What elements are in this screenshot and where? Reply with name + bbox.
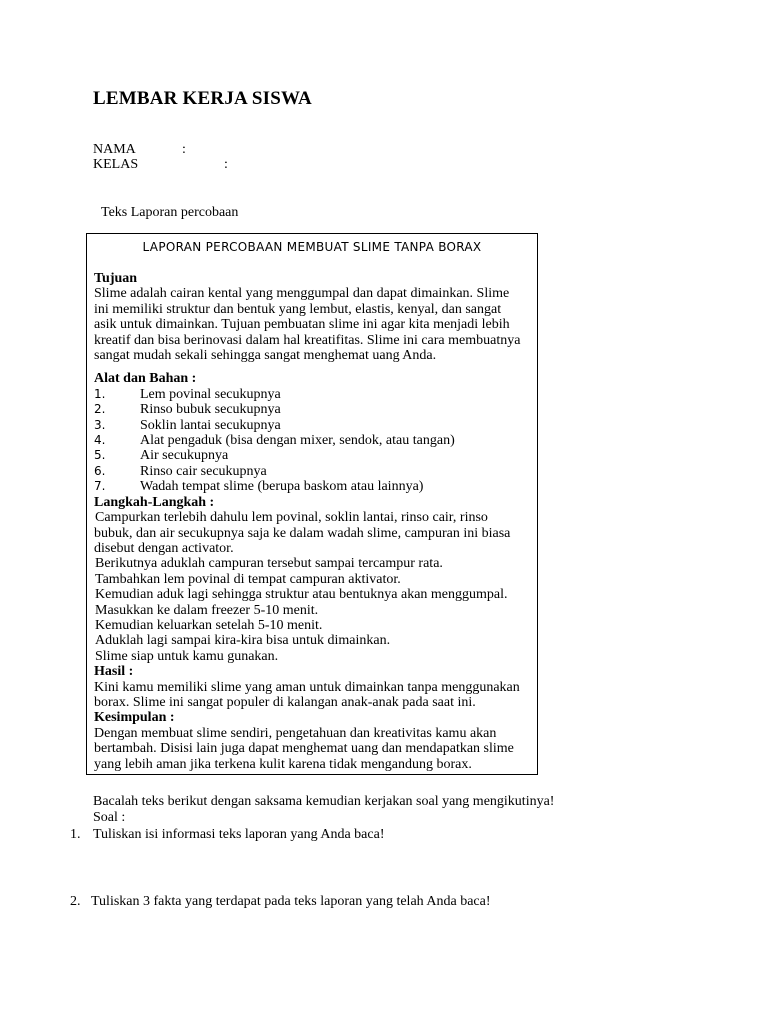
kesimpulan-heading: Kesimpulan :	[94, 710, 175, 726]
list-number: 4.	[94, 433, 106, 448]
name-label: NAMA	[93, 142, 136, 157]
step-line: bubuk, dan air secukupnya saja ke dalam wadah slime, campuran ini biasa	[94, 525, 511, 541]
hasil-line: Kini kamu memiliki slime yang aman untuk dimainkan tanpa menggunakan	[94, 679, 520, 695]
list-item	[94, 479, 534, 494]
list-text: Alat pengaduk (bisa dengan mixer, sendok, atau tangan)	[140, 433, 455, 449]
list-item	[94, 387, 534, 402]
instruction-text: Bacalah teks berikut dengan saksama kemudian kerjakan soal yang mengikutinya!	[93, 794, 555, 809]
question-number: 1.	[70, 827, 81, 842]
hasil-line: borax. Slime ini sangat populer di kalangan anak-anak pada saat ini.	[94, 694, 476, 710]
question-text: Tuliskan 3 fakta yang terdapat pada teks laporan yang telah Anda baca!	[91, 894, 491, 909]
instructions	[93, 794, 554, 826]
list-item	[94, 448, 534, 463]
step-line: Aduklah lagi sampai kira-kira bisa untuk dimainkan.	[95, 633, 391, 649]
tujuan-line: Slime adalah cairan kental yang menggumpal dan dapat dimainkan. Slime	[94, 286, 510, 302]
question-number: 2.	[70, 894, 81, 909]
class-label: KELAS	[93, 157, 139, 172]
list-text: Soklin lantai secukupnya	[140, 417, 281, 433]
alat-heading: Alat dan Bahan :	[94, 371, 197, 387]
kesimpulan-line: bertambah. Disisi lain juga dapat menghemat uang dan mendapatkan slime	[94, 741, 514, 757]
list-item	[94, 433, 534, 448]
step-line: Masukkan ke dalam freezer 5-10 menit.	[95, 602, 319, 618]
list-number: 2.	[94, 402, 106, 417]
kesimpulan-line: Dengan membuat slime sendiri, pengetahuan dan kreativitas kamu akan	[94, 725, 497, 741]
step-line: Campurkan terlebih dahulu lem povinal, soklin lantai, rinso cair, rinso	[95, 510, 488, 526]
tujuan-line: sangat mudah sekali sehingga sangat menghemat uang Anda.	[94, 348, 437, 364]
question-text: Tuliskan isi informasi teks laporan yang Anda baca!	[93, 827, 385, 842]
list-text: Wadah tempat slime (berupa baskom atau lainnya)	[140, 479, 424, 495]
list-number: 3.	[94, 417, 106, 432]
list-number: 6.	[94, 463, 106, 478]
soal-label: Soal :	[93, 810, 126, 825]
step-line: Berikutnya aduklah campuran tersebut sampai tercampur rata.	[95, 556, 443, 572]
step-line: disebut dengan activator.	[94, 540, 234, 556]
list-number: 7.	[94, 479, 106, 494]
list-item	[94, 418, 534, 433]
tujuan-line: kreatif dan bisa berinovasi dalam hal kreatifitas. Slime ini cara membuatnya	[94, 332, 521, 348]
tujuan-line: ini memiliki struktur dan bentuk yang lembut, elastis, kenyal, dan sangat	[94, 301, 502, 317]
list-number: 5.	[94, 448, 106, 463]
tujuan-line: asik untuk dimainkan. Tujuan pembuatan slime ini agar kita menjadi lebih	[94, 317, 510, 333]
list-text: Lem povinal secukupnya	[140, 386, 281, 402]
step-line: Slime siap untuk kamu gunakan.	[95, 648, 279, 664]
report-box	[86, 233, 538, 775]
kesimpulan-line: yang lebih aman jika terkena kulit karena tidak mengandung borax.	[94, 756, 472, 772]
step-line: Kemudian keluarkan setelah 5-10 menit.	[95, 617, 323, 633]
report-title: LAPORAN PERCOBAAN MEMBUAT SLIME TANPA BORAX	[142, 240, 482, 254]
list-item	[94, 402, 534, 417]
list-text: Air secukupnya	[140, 448, 229, 464]
step-line: Tambahkan lem povinal di tempat campuran aktivator.	[95, 571, 401, 587]
intro-text: Teks Laporan percobaan	[101, 205, 239, 220]
list-text: Rinso cair secukupnya	[140, 463, 267, 479]
report-content	[94, 271, 534, 772]
step-line: Kemudian aduk lagi sehingga struktur atau bentuknya akan menggumpal.	[95, 587, 508, 603]
hasil-heading: Hasil :	[94, 664, 134, 680]
list-item	[94, 464, 534, 479]
list-number: 1.	[94, 386, 106, 401]
list-text: Rinso bubuk secukupnya	[140, 402, 281, 418]
class-colon: :	[224, 157, 228, 172]
langkah-heading: Langkah-Langkah :	[94, 494, 215, 510]
tujuan-heading: Tujuan	[94, 271, 138, 286]
name-colon: :	[182, 142, 186, 157]
worksheet-title: LEMBAR KERJA SISWA	[93, 88, 312, 109]
